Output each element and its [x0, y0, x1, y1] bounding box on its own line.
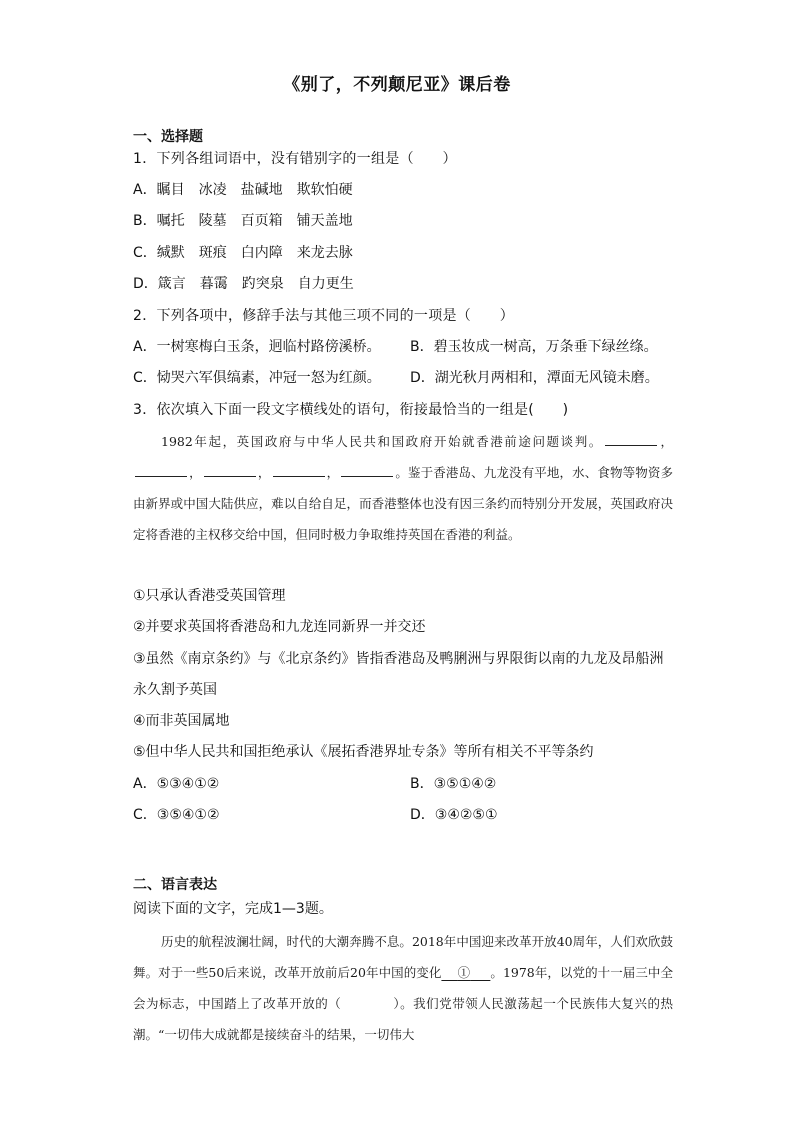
fill-blank	[135, 464, 187, 477]
q1-stem: 1．下列各组词语中，没有错别字的一组是（ ）	[133, 151, 457, 167]
section-heading-choice: 一、选择题	[133, 129, 203, 145]
q3-option-d: D．③④②⑤①	[410, 807, 498, 823]
q3-item-2: ②并要求英国将香港岛和九龙连同新界一并交还	[133, 619, 426, 635]
section2-intro: 阅读下面的文字，完成1—3题。	[133, 901, 333, 917]
q3-option-a: A．⑤③④①②	[133, 776, 220, 792]
q3-option-b: B．③⑤①④②	[410, 776, 497, 792]
q3-passage: 1982年起，英国政府与中华人民共和国政府开始就香港前途问题谈判。 ，， ， ， 。鉴于香港岛、九龙没有平地，水、食物等物资多由新界或中国大陆供应，难以自给自足，而香港整体也没有因三条约而特别分开发展，英国政府决定将香港的主权移交给中国，但同时极力争取维持英国在香港的利益。	[133, 434, 673, 542]
page-title: 《别了，不列颠尼亚》课后卷	[283, 75, 511, 95]
q2-stem: 2．下列各项中，修辞手法与其他三项不同的一项是（ ）	[133, 308, 515, 324]
q1-option-c: C．缄默 斑痕 白内障 来龙去脉	[133, 245, 353, 261]
q2-option-b: B．碧玉妆成一树高，万条垂下绿丝绦。	[410, 339, 658, 355]
section-heading-language: 二、语言表达	[133, 877, 217, 893]
q3-stem: 3．依次填入下面一段文字横线处的语句，衔接最恰当的一组是( )	[133, 402, 569, 418]
q3-passage-rest: 。鉴于香港岛、九龙没有平地，水、食物等物资多由新界或中国大陆供应，难以自给自足，而香港整体也没有因三条约而特别分开发展，英国政府决定将香港的主权移交给中国，但同时极力争取维持英国在香港的利益。	[133, 465, 673, 542]
fill-blank	[273, 464, 325, 477]
reading-passage	[133, 926, 673, 1050]
q1-option-a: A．瞩目 冰凌 盐碱地 欺软怕硬	[133, 182, 353, 198]
q1-option-b: B．嘱托 陵墓 百页箱 铺天盖地	[133, 213, 353, 229]
q3-passage-start: 1982年起，英国政府与中华人民共和国政府开始就香港前途问题谈判。	[161, 434, 603, 449]
q3-item-4: ④而非英国属地	[133, 713, 230, 729]
q1-option-d: D．箴言 暮霭 趵突泉 自力更生	[133, 276, 354, 292]
fill-blank	[605, 433, 657, 446]
q3-item-5: ⑤但中华人民共和国拒绝承认《展拓香港界址专条》等所有相关不平等条约	[133, 744, 594, 760]
fill-blank	[341, 464, 393, 477]
q3-item-3: ③虽然《南京条约》与《北京条约》皆指香港岛及鸭脷洲与界限街以南的九龙及昂船洲	[133, 651, 664, 667]
passage-part-1: 历史的航程波澜壮阔，时代的大潮奔腾不息。2018年中国迎来改革开放40周年，人们欢欣鼓舞。对于一些50后来说，改革开放前后20年中国的变化	[133, 934, 673, 980]
passage-part-2: 。1978年，以党的十一届三中全会为标志，中国踏上了改革开放的（ ）。我们党带领人民激荡起一个民族伟大复兴的热潮。“一切伟大成就都是接续奋斗的结果，一切伟大	[133, 965, 673, 1042]
q3-item-1: ①只承认香港受英国管理	[133, 588, 286, 604]
blank-marker-1: ①	[457, 965, 471, 980]
q2-option-a: A．一树寒梅白玉条，迥临村路傍溪桥。	[133, 339, 381, 355]
q3-option-c: C．③⑤④①②	[133, 807, 220, 823]
q3-item-3-cont: 永久割予英国	[133, 682, 217, 698]
q2-option-d: D．湖光秋月两相和，潭面无风镜未磨。	[410, 370, 659, 386]
q2-option-c: C．恸哭六军俱缟素，冲冠一怒为红颜。	[133, 370, 381, 386]
fill-blank	[204, 464, 256, 477]
